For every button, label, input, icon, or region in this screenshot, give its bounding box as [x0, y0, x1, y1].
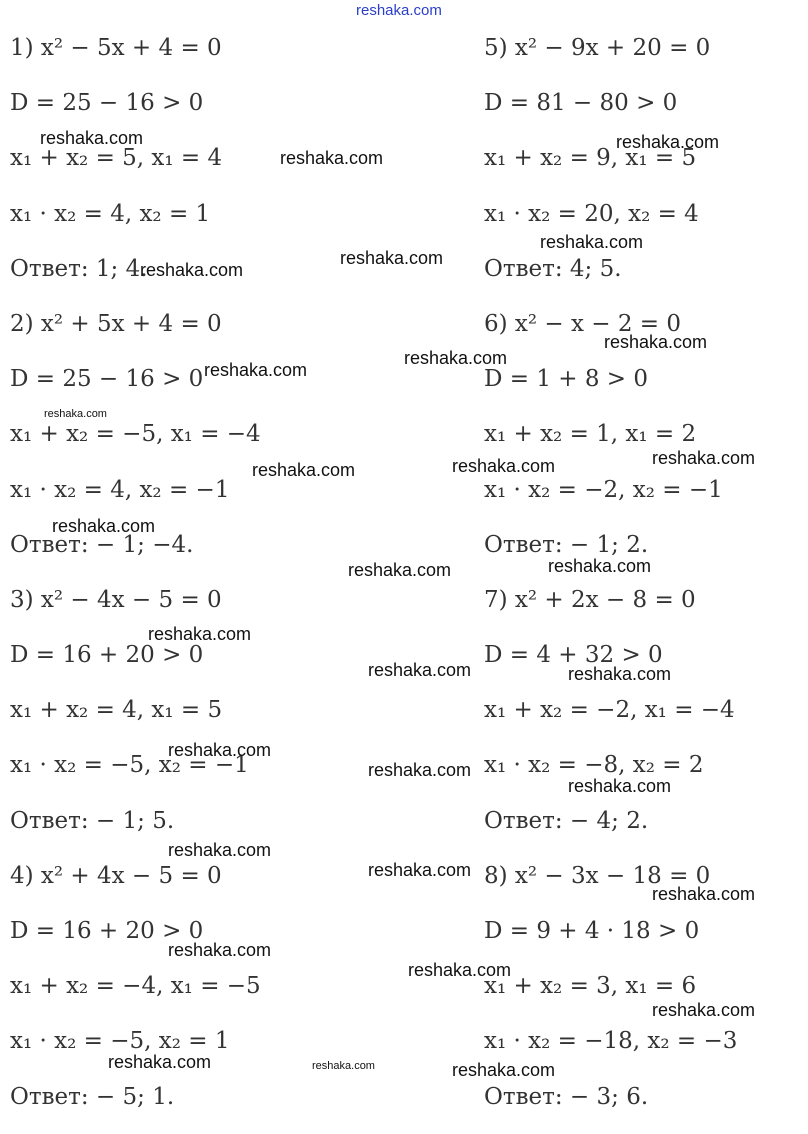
watermark: reshaka.com — [368, 660, 472, 680]
product-roots-line: x₁ · x₂ = −5, x₂ = 1 — [10, 1028, 230, 1055]
watermark: reshaka.com — [652, 448, 756, 468]
sum-roots-line: x₁ + x₂ = 1, x₁ = 2 — [484, 421, 697, 448]
answer-line: Ответ: 1; 4. — [10, 255, 148, 282]
product-roots-line: x₁ · x₂ = −2, x₂ = −1 — [484, 476, 723, 503]
product-roots-line: x₁ · x₂ = −8, x₂ = 2 — [484, 752, 704, 779]
answer-line: Ответ: − 3; 6. — [484, 1083, 649, 1110]
equation-line: 2) x² + 5x + 4 = 0 — [10, 310, 222, 337]
watermark: reshaka.com — [40, 128, 144, 148]
equation-line: 5) x² − 9x + 20 = 0 — [484, 35, 711, 61]
watermark: reshaka.com — [148, 624, 252, 644]
watermark: reshaka.com — [616, 132, 720, 152]
problem-7 — [484, 582, 808, 858]
equation-line: 1) x² − 5x + 4 = 0 — [10, 35, 222, 61]
watermark: reshaka.com — [312, 1060, 375, 1072]
watermark: reshaka.com — [44, 408, 107, 420]
watermark: reshaka.com — [52, 516, 156, 536]
discriminant-line: D = 1 + 8 > 0 — [484, 366, 649, 393]
watermark: reshaka.com — [540, 232, 644, 252]
problem-8 — [484, 858, 808, 1134]
left-column — [10, 30, 400, 1134]
watermark: reshaka.com — [548, 556, 652, 576]
watermark: reshaka.com — [568, 776, 672, 796]
watermark: reshaka.com — [168, 840, 272, 860]
answer-line: Ответ: 4; 5. — [484, 255, 622, 282]
watermark: reshaka.com — [340, 248, 444, 268]
watermark: reshaka.com — [404, 348, 508, 368]
watermark: reshaka.com — [604, 332, 708, 352]
answer-line: Ответ: − 5; 1. — [10, 1083, 175, 1110]
watermark: reshaka.com — [204, 360, 308, 380]
equation-line: 7) x² + 2x − 8 = 0 — [484, 586, 696, 613]
site-brand-header: reshaka.com — [356, 2, 442, 19]
sum-roots-line: x₁ + x₂ = 5, x₁ = 4 — [10, 145, 223, 172]
product-roots-line: x₁ · x₂ = 4, x₂ = 1 — [10, 200, 211, 227]
answer-line: Ответ: − 1; −4. — [10, 531, 194, 558]
discriminant-line: D = 16 + 20 > 0 — [10, 642, 204, 669]
product-roots-line: x₁ · x₂ = 4, x₂ = −1 — [10, 476, 230, 503]
discriminant-line: D = 81 − 80 > 0 — [484, 90, 678, 117]
watermark: reshaka.com — [652, 884, 756, 904]
sum-roots-line: x₁ + x₂ = 3, x₁ = 6 — [484, 973, 697, 1000]
watermark: reshaka.com — [652, 1000, 756, 1020]
discriminant-line: D = 16 + 20 > 0 — [10, 918, 204, 944]
watermark: reshaka.com — [252, 460, 356, 480]
equation-line: 6) x² − x − 2 = 0 — [484, 310, 682, 337]
discriminant-line: D = 25 − 16 > 0 — [10, 90, 204, 117]
discriminant-line: D = 9 + 4 · 18 > 0 — [484, 918, 700, 944]
equation-line: 8) x² − 3x − 18 = 0 — [484, 862, 711, 889]
sum-roots-line: x₁ + x₂ = −5, x₁ = −4 — [10, 421, 261, 448]
sum-roots-line: x₁ + x₂ = 4, x₁ = 5 — [10, 697, 223, 724]
product-roots-line: x₁ · x₂ = −18, x₂ = −3 — [484, 1028, 738, 1055]
watermark: reshaka.com — [368, 760, 472, 780]
watermark: reshaka.com — [348, 560, 452, 580]
watermark: reshaka.com — [368, 860, 472, 880]
discriminant-line: D = 25 − 16 > 0 — [10, 366, 204, 393]
answer-line: Ответ: − 1; 5. — [10, 807, 175, 834]
answer-line: Ответ: − 1; 2. — [484, 531, 649, 558]
watermark: reshaka.com — [452, 456, 556, 476]
sum-roots-line: x₁ + x₂ = 9, x₁ = 5 — [484, 145, 697, 172]
sum-roots-line: x₁ + x₂ = −2, x₁ = −4 — [484, 697, 735, 724]
discriminant-line: D = 4 + 32 > 0 — [484, 642, 663, 669]
product-roots-line: x₁ · x₂ = −5, x₂ = −1 — [10, 752, 249, 779]
answer-line: Ответ: − 4; 2. — [484, 807, 649, 834]
sum-roots-line: x₁ + x₂ = −4, x₁ = −5 — [10, 973, 261, 1000]
watermark: reshaka.com — [408, 960, 512, 980]
right-column — [484, 30, 808, 1134]
problem-4 — [10, 858, 400, 1134]
watermark: reshaka.com — [108, 1052, 212, 1072]
watermark: reshaka.com — [168, 940, 272, 960]
watermark: reshaka.com — [140, 260, 244, 280]
watermark: reshaka.com — [168, 740, 272, 760]
product-roots-line: x₁ · x₂ = 20, x₂ = 4 — [484, 200, 699, 227]
problem-5 — [484, 30, 808, 306]
watermark: reshaka.com — [568, 664, 672, 684]
equation-line: 3) x² − 4x − 5 = 0 — [10, 586, 222, 613]
watermark: reshaka.com — [280, 148, 384, 168]
equation-line: 4) x² + 4x − 5 = 0 — [10, 862, 222, 889]
watermark: reshaka.com — [452, 1060, 556, 1080]
problem-2 — [10, 306, 400, 582]
